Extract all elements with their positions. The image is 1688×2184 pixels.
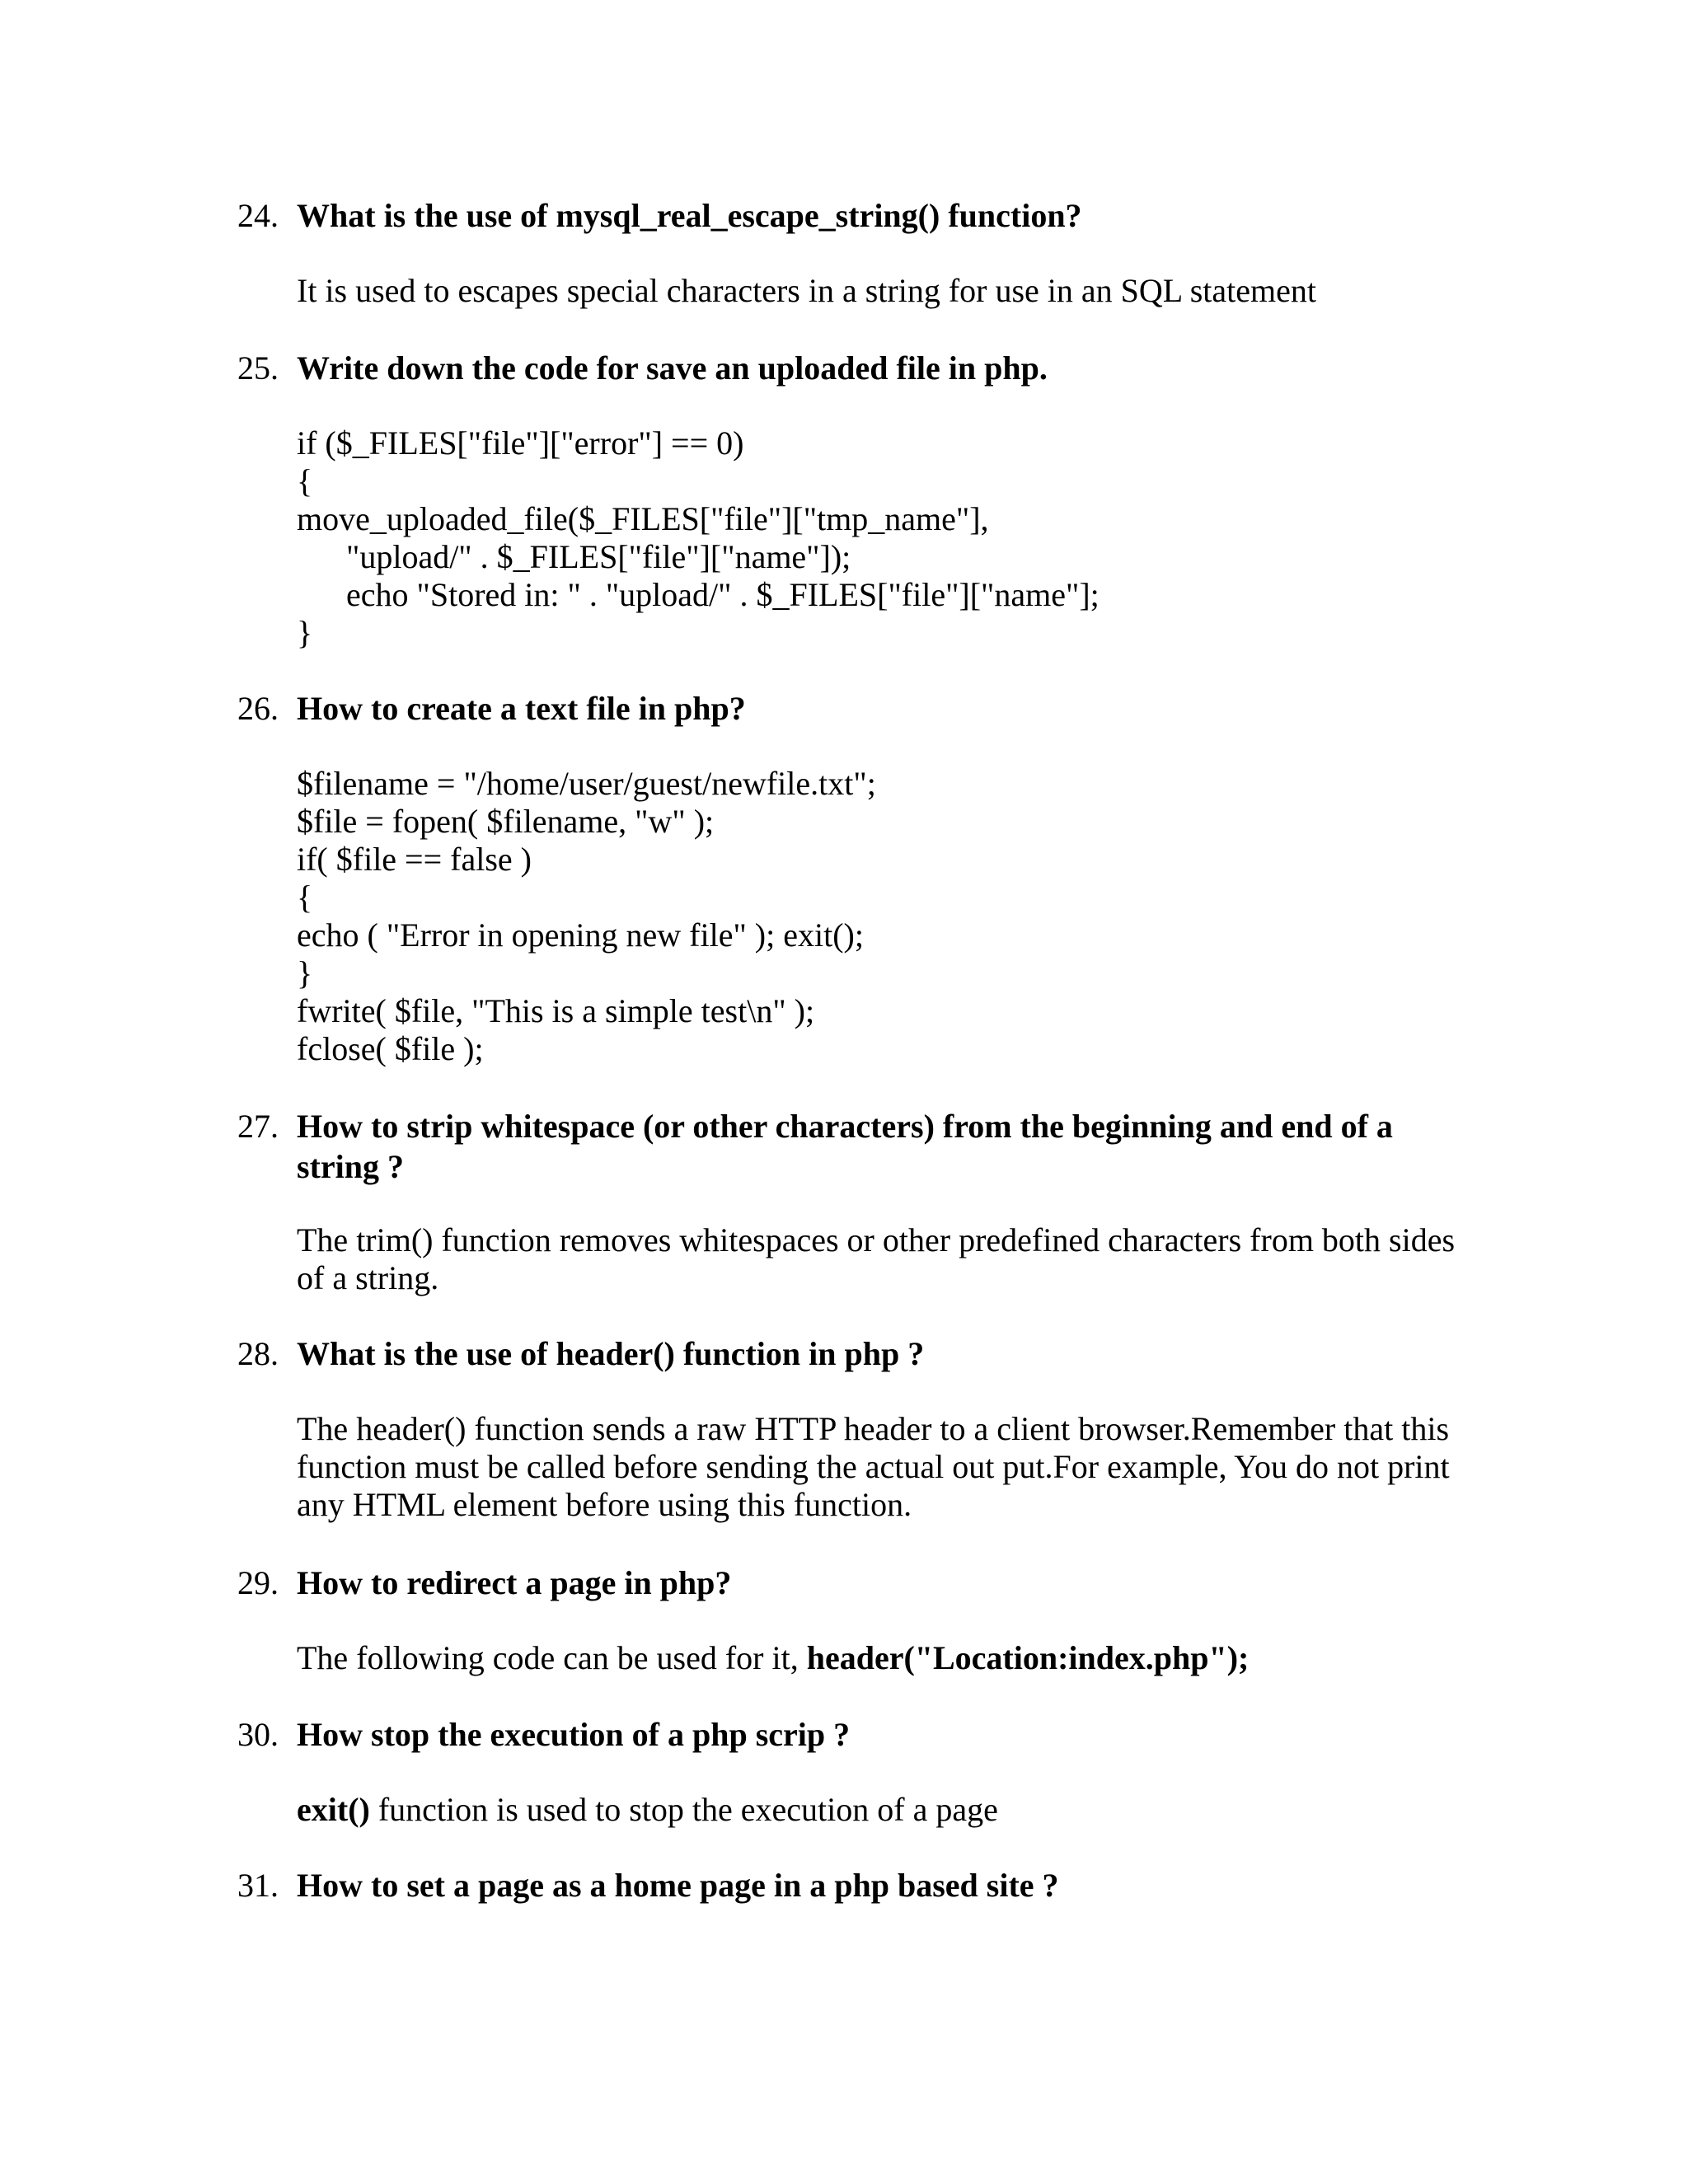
answer-text xyxy=(237,1410,1474,1524)
question-heading xyxy=(237,688,1474,729)
question-text: How to redirect a page in php? xyxy=(297,1564,732,1601)
answer-plain: function is used to stop the execution of a page xyxy=(369,1791,998,1828)
question-text: What is the use of header() function in php ? xyxy=(297,1335,925,1372)
code-line: { xyxy=(297,462,313,499)
code-line: $file = fopen( $filename, "w" ); xyxy=(297,803,715,840)
question-number: 24. xyxy=(237,197,279,234)
code-line: fwrite( $file, "This is a simple test\n" ); xyxy=(297,992,815,1029)
question-heading xyxy=(237,348,1474,388)
question-number: 28. xyxy=(237,1335,279,1372)
code-block xyxy=(237,424,1474,652)
code-line: "upload/" . $_FILES["file"]["name"]); xyxy=(346,538,851,575)
answer-line: of a string. xyxy=(297,1259,439,1296)
answer-code: header("Location:index.php"); xyxy=(806,1639,1250,1676)
question-text: How to set a page as a home page in a php based site ? xyxy=(297,1867,1059,1904)
question-heading xyxy=(237,195,1474,236)
question-30 xyxy=(237,1714,1474,1829)
question-number: 31. xyxy=(237,1867,279,1904)
question-text: How to strip whitespace (or other characters) from the beginning and end of a xyxy=(297,1108,1393,1145)
question-text: string ? xyxy=(297,1148,404,1185)
answer-code: exit() xyxy=(297,1791,370,1828)
code-line: } xyxy=(297,614,313,651)
answer-line: The trim() function removes whitespaces or other predefined characters from both sides xyxy=(297,1221,1456,1258)
question-text: How to create a text file in php? xyxy=(297,690,746,727)
question-29 xyxy=(237,1563,1474,1677)
question-number: 29. xyxy=(237,1564,279,1601)
question-heading xyxy=(237,1563,1474,1603)
code-line: move_uploaded_file($_FILES["file"]["tmp_name"], xyxy=(297,500,989,537)
question-26 xyxy=(237,688,1474,1068)
code-line: { xyxy=(297,879,313,916)
code-line: if ($_FILES["file"]["error"] == 0) xyxy=(297,424,744,462)
question-heading xyxy=(237,1106,1474,1187)
question-25 xyxy=(237,348,1474,652)
answer-text xyxy=(237,1639,1474,1677)
code-line: } xyxy=(297,954,313,991)
question-text: Write down the code for save an uploaded file in php. xyxy=(297,349,1048,387)
code-line: $filename = "/home/user/guest/newfile.txt"; xyxy=(297,765,876,802)
question-text: What is the use of mysql_real_escape_string() function? xyxy=(297,197,1082,234)
question-number: 25. xyxy=(237,349,279,387)
answer-line: any HTML element before using this function. xyxy=(297,1486,912,1523)
code-line: echo ( "Error in opening new file" ); exit(); xyxy=(297,916,864,954)
question-text: How stop the execution of a php scrip ? xyxy=(297,1716,851,1753)
answer-text xyxy=(237,1791,1474,1829)
question-heading xyxy=(237,1865,1474,1905)
question-27 xyxy=(237,1106,1474,1297)
answer-text xyxy=(237,1221,1474,1297)
answer-line: The header() function sends a raw HTTP header to a client browser.Remember that this xyxy=(297,1410,1450,1447)
code-line: fclose( $file ); xyxy=(297,1030,484,1067)
question-number: 27. xyxy=(237,1108,279,1145)
answer-plain: The following code can be used for it, xyxy=(297,1639,807,1676)
question-24 xyxy=(237,195,1474,310)
question-heading xyxy=(237,1333,1474,1374)
question-heading xyxy=(237,1714,1474,1755)
code-line: echo "Stored in: " . "upload/" . $_FILES["file"]["name"]; xyxy=(346,576,1100,613)
question-number: 30. xyxy=(237,1716,279,1753)
code-line: if( $file == false ) xyxy=(297,841,532,878)
question-28 xyxy=(237,1333,1474,1524)
answer-line: function must be called before sending the actual out put.For example, You do not print xyxy=(297,1448,1450,1485)
question-31 xyxy=(237,1865,1474,1905)
answer-text: It is used to escapes special characters in a string for use in an SQL statement xyxy=(297,272,1317,309)
code-block xyxy=(237,765,1474,1068)
question-number: 26. xyxy=(237,690,279,727)
